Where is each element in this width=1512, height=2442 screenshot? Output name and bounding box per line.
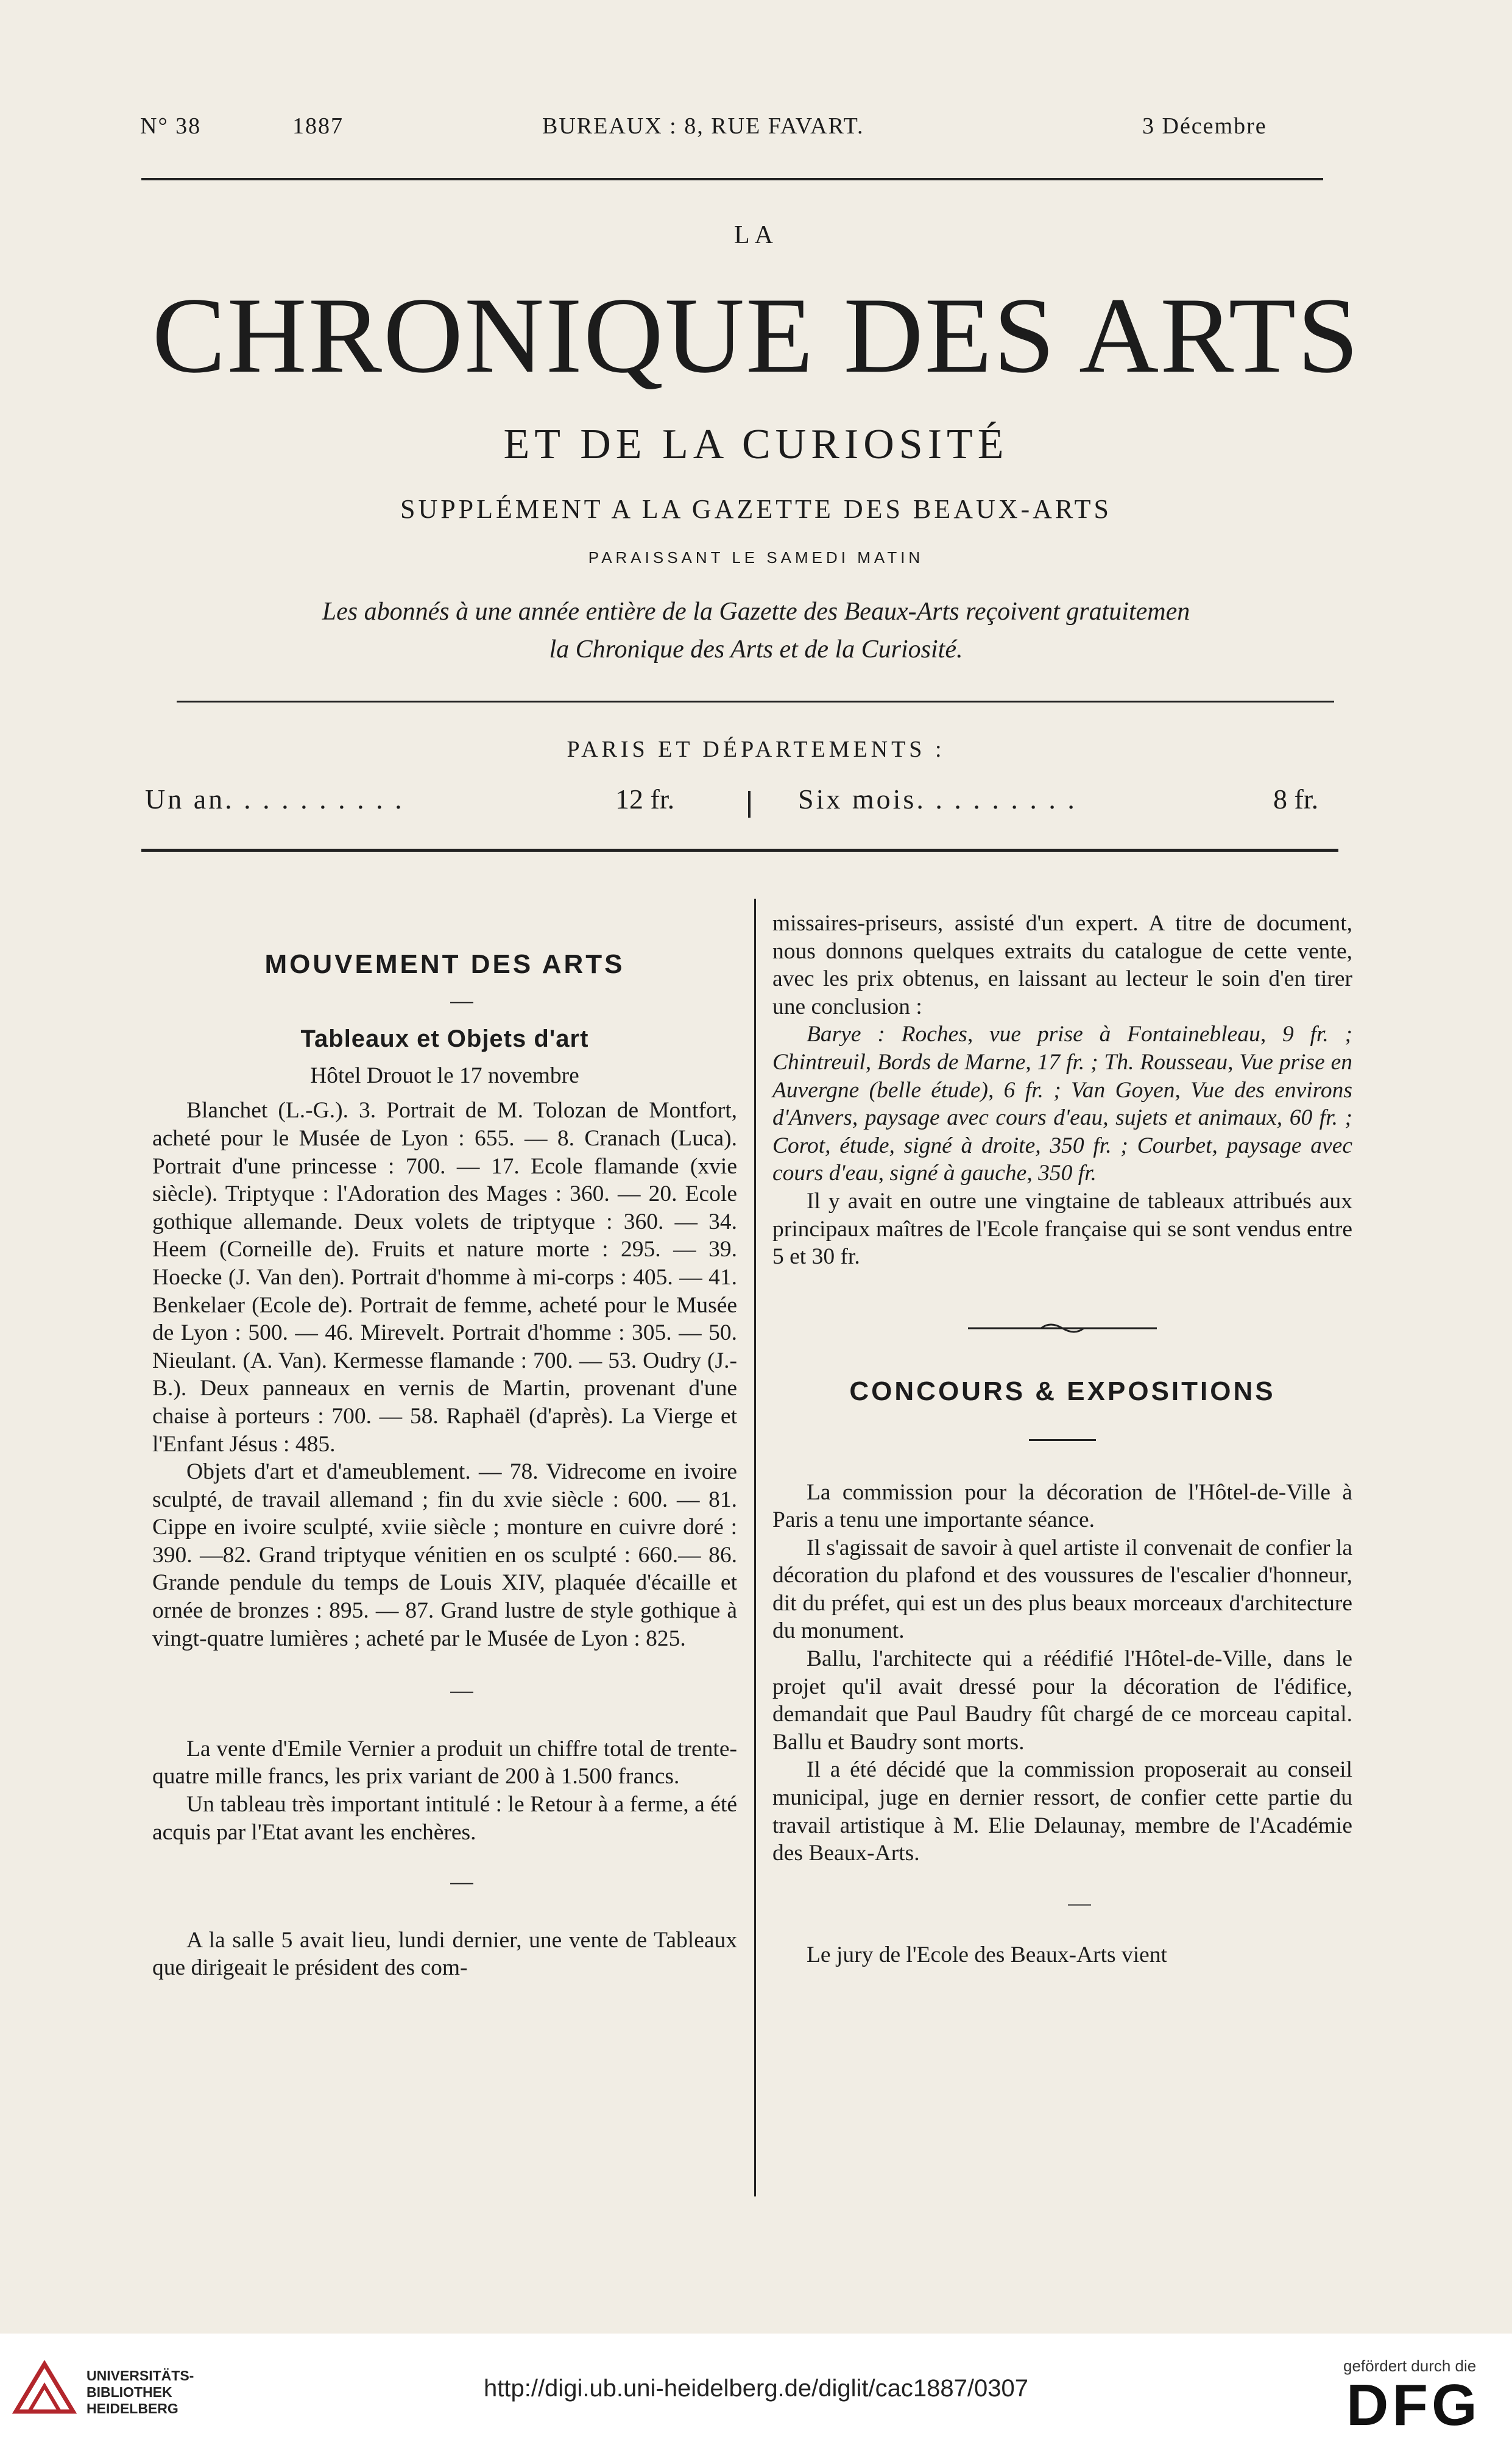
un-an-label: Un an. . . . . . . . . . bbox=[145, 784, 404, 815]
catalogue-extracts: Barye : Roches, vue prise à Fontainebleau, 9 fr. ; Chintreuil, Bords de Marne, 17 fr. ; Th. Rousseau, Vue prise en Auvergne (belle étude), 6 fr. ; Van Goyen, Vue des environs d'Anvers, paysage avec cours d'eau, sujets et animaux, 60 fr. ; Corot, étude, signé à droite, 350 fr. ; Courbet, paysage avec cours d'eau, signé à gauche, 350 fr. bbox=[772, 1022, 1352, 1186]
dfg-logo: DFG bbox=[1346, 2373, 1481, 2438]
masthead-la: LA bbox=[734, 221, 778, 249]
digitization-url[interactable]: http://digi.ub.uni-heidelberg.de/diglit/cac1887/0307 bbox=[484, 2375, 1028, 2402]
masthead-title: CHRONIQUE DES ARTS bbox=[152, 275, 1360, 395]
separator-dash-2: — bbox=[450, 1869, 473, 1895]
issue-number: N° 38 bbox=[140, 113, 202, 139]
subheading-tableaux: Tableaux et Objets d'art bbox=[300, 1025, 589, 1053]
six-mois-price: 8 fr. bbox=[1273, 784, 1319, 815]
subscription-heading: PARIS ET DÉPARTEMENTS : bbox=[567, 737, 945, 762]
subscription-divider bbox=[748, 791, 751, 818]
funded-by-label: gefördert durch die bbox=[1343, 2357, 1477, 2375]
header-rule bbox=[141, 178, 1323, 180]
sale-list-objets: Objets d'art et d'ameublement. — 78. Vidrecome en ivoire sculpté, de travail allemand ; fin du xvie siècle : 600. — 81. Cippe en ivoire sculpté, xviie siècle ; monture en cuivre doré : 390. —82. Grand triptyque vénitien en os sculpté : 660.— 86. Grande pendule du temps de Louis XIV, plaquée d'écaille et ornée de bronzes : 895. — 87. Grand lustre de style gothique à vingt-quatre lumières ; acheté par le Musée de Lyon : 825. bbox=[152, 1459, 737, 1651]
jury-paragraph: Le jury de l'Ecole des Beaux-Arts vient bbox=[807, 1942, 1167, 1968]
separator-dash-right: — bbox=[1068, 1890, 1091, 1916]
issue-year: 1887 bbox=[292, 113, 344, 139]
issue-date: 3 Décembre bbox=[1142, 113, 1267, 139]
ornament-divider bbox=[772, 1314, 1352, 1342]
abonnes-line-1: Les abonnés à une année entière de la Gazette des Beaux-Arts reçoivent gratuitemen bbox=[322, 598, 1190, 626]
retour-ferme-paragraph: Un tableau très important intitulé : le Retour à a ferme, a été acquis par l'Etat avant les enchères. bbox=[152, 1792, 737, 1845]
savoir-artiste-paragraph: Il s'agissait de savoir à quel artiste il convenait de confier la décoration du plafond et des voussures de l'escalier d'honneur, dit du préfet, qui est un des plus beaux morceaux d'architecture du monument. bbox=[772, 1535, 1352, 1644]
section-heading-concours: CONCOURS & EXPOSITIONS bbox=[849, 1376, 1276, 1407]
delaunay-paragraph: Il a été décidé que la commission proposerait au conseil municipal, juge en dernier ressort, de confier cette partie du travail artistique à M. Elie Delaunay, membre de l'Académie des Beaux-Arts. bbox=[772, 1757, 1352, 1866]
sale-venue: Hôtel Drouot le 17 novembre bbox=[310, 1063, 579, 1088]
separator-dash-1: — bbox=[450, 1678, 473, 1704]
heading-dash: — bbox=[450, 988, 473, 1013]
masthead-subtitle: ET DE LA CURIOSITÉ bbox=[503, 421, 1009, 468]
salle-5-paragraph: A la salle 5 avait lieu, lundi dernier, une vente de Tableaux que dirigeait le président des com- bbox=[152, 1927, 737, 1981]
vingtaine-tableaux-paragraph: Il y avait en outre une vingtaine de tableaux attribués aux principaux maîtres de l'Ecole française qui se sont vendus entre 5 et 30 fr. bbox=[772, 1188, 1352, 1270]
abonnes-line-2: la Chronique des Arts et de la Curiosité. bbox=[549, 635, 963, 664]
left-column bbox=[152, 950, 737, 1982]
right-column bbox=[772, 910, 1352, 1969]
commissaires-paragraph: missaires-priseurs, assisté d'un expert. A titre de document, nous donnons quelques extraits du catalogue de cette vente, avec les prix obtenus, en laissant au lecteur le soin d'en tirer une conclusion : bbox=[772, 911, 1352, 1019]
supplement-line: SUPPLÉMENT A LA GAZETTE DES BEAUX-ARTS bbox=[400, 494, 1112, 524]
bureaux-address: BUREAUX : 8, RUE FAVART. bbox=[542, 113, 864, 139]
library-name-line-1: UNIVERSITÄTS- bbox=[87, 2368, 194, 2384]
sale-list-tableaux: Blanchet (L.-G.). 3. Portrait de M. Tolozan de Montfort, acheté pour le Musée de Lyon : 655. — 8. Cranach (Luca). Portrait d'une princesse : 700. — 17. Ecole flamande (xvie siècle). Triptyque : l'Adoration des Mages : 360. — 20. Ecole gothique allemande. Deux volets de triptyque : 360. — 34. Heem (Corneille de). Fruits et nature morte : 295. — 39. Hoecke (J. Van den). Portrait d'homme à mi-corps : 405. — 41. Benkelaer (Ecole de). Portrait de femme, acheté pour le Musée de Lyon : 500. — 46. Mirevelt. Portrait d'homme : 305. — 50. Nieulant. (A. Van). Kermesse flamande : 700. — 53. Oudry (J.-B.). Deux panneaux en vernis de Martin, provenant d'une chaise à porteurs : 700. — 58. Raphaël (d'après). La Vierge et l'Enfant Jésus : 485. bbox=[152, 1098, 737, 1457]
library-name-line-3: HEIDELBERG bbox=[87, 2401, 178, 2416]
digitization-footer bbox=[0, 2334, 1512, 2442]
library-name-line-2: BIBLIOTHEK bbox=[87, 2384, 172, 2400]
column-divider bbox=[754, 899, 756, 2196]
section-heading-mouvement: MOUVEMENT DES ARTS bbox=[264, 949, 625, 979]
six-mois-label: Six mois. . . . . . . . . bbox=[798, 784, 1077, 815]
subscription-rule bbox=[141, 849, 1338, 852]
ballu-paragraph: Ballu, l'architecte qui a réédifié l'Hôtel-de-Ville, dans le projet qu'il avait dressé pour la décoration de l'édifice, demandait que Paul Baudry fût chargé de ce morceau capital. Ballu et Baudry sont morts. bbox=[772, 1646, 1352, 1755]
concours-rule bbox=[772, 1420, 1352, 1448]
masthead-rule bbox=[177, 701, 1334, 703]
parution-line: PARAISSANT LE SAMEDI MATIN bbox=[588, 548, 924, 567]
un-an-price: 12 fr. bbox=[615, 784, 675, 815]
commission-paragraph: La commission pour la décoration de l'Hôtel-de-Ville à Paris a tenu une importante séance. bbox=[772, 1479, 1352, 1533]
vernier-sale-paragraph: La vente d'Emile Vernier a produit un chiffre total de trente-quatre mille francs, les prix variant de 200 à 1.500 francs. bbox=[152, 1736, 737, 1789]
